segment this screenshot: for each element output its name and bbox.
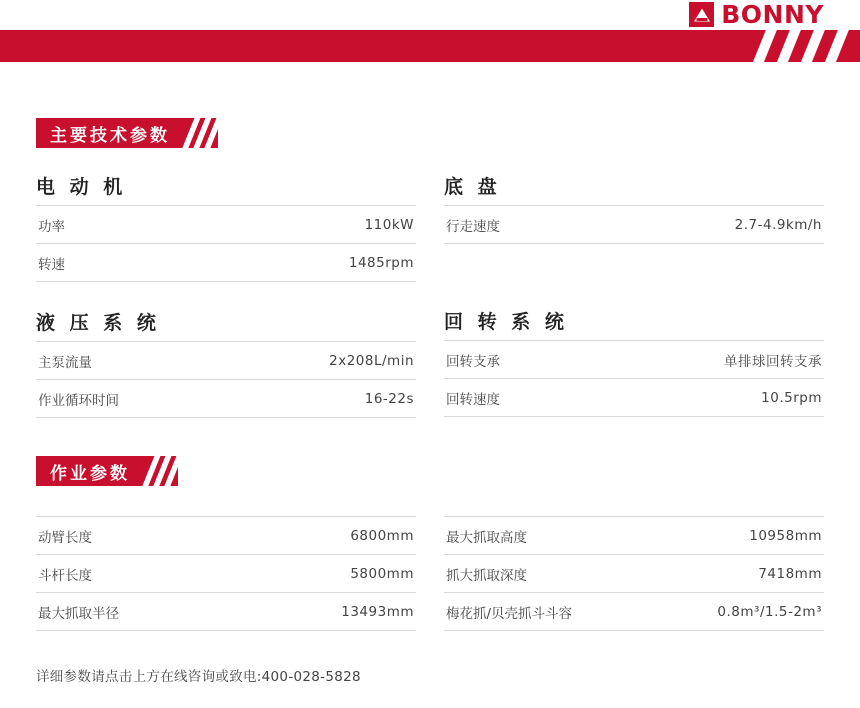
spec-value: 7418mm — [651, 555, 824, 593]
spec-label: 最大抓取高度 — [444, 517, 651, 555]
spec-value: 10958mm — [651, 517, 824, 555]
table-row — [36, 555, 416, 593]
spec-label: 抓大抓取深度 — [444, 555, 651, 593]
spec-label: 转速 — [36, 244, 154, 282]
banner-slash-decoration — [142, 456, 178, 486]
spec-value: 10.5rpm — [582, 379, 824, 417]
group-title-motor: 电 动 机 — [36, 176, 127, 198]
brand-logo — [689, 0, 824, 29]
work-specs-content — [0, 516, 860, 685]
table-row — [36, 244, 416, 282]
banner-slash-decoration — [182, 118, 218, 148]
table-row — [444, 379, 824, 417]
spec-table-work-left — [36, 516, 416, 631]
table-row — [36, 380, 416, 418]
section-banner-main-specs — [0, 118, 860, 148]
spec-label: 功率 — [36, 206, 154, 244]
header-slash-decoration — [732, 30, 842, 62]
spec-value: 2.7-4.9km/h — [592, 206, 824, 244]
spec-value: 2x208L/min — [222, 342, 416, 380]
work-specs-left-column — [36, 516, 416, 631]
section-banner-work-specs — [0, 456, 860, 486]
spec-value: 16-22s — [222, 380, 416, 418]
table-row — [36, 517, 416, 555]
table-row — [444, 206, 824, 244]
table-row — [444, 341, 824, 379]
spec-value: 5800mm — [236, 555, 416, 593]
section-title-work-specs — [36, 456, 142, 486]
spec-value: 单排球回转支承 — [582, 341, 824, 379]
page-header — [0, 0, 860, 62]
header-red-bar — [0, 30, 860, 62]
spec-value: 0.8m³/1.5-2m³ — [651, 593, 824, 631]
main-specs-right-column — [444, 172, 824, 418]
spec-label: 梅花抓/贝壳抓斗斗容 — [444, 593, 651, 631]
triangle-mark-icon — [689, 2, 714, 27]
group-title-slewing: 回 转 系 统 — [444, 311, 568, 333]
section-title-text: 作业参数 — [50, 463, 130, 484]
spec-value: 110kW — [154, 206, 416, 244]
section-title-text: 主要技术参数 — [50, 125, 170, 146]
header-top — [0, 0, 860, 30]
spec-table-hydraulic — [36, 341, 416, 418]
main-specs-content — [0, 172, 860, 418]
spec-label: 行走速度 — [444, 206, 592, 244]
table-row — [36, 593, 416, 631]
table-row — [444, 555, 824, 593]
footnote-contact: 详细参数请点击上方在线咨询或致电:400-028-5828 — [36, 669, 361, 685]
spec-value: 1485rpm — [154, 244, 416, 282]
brand-name: BONNY — [721, 0, 824, 29]
spec-table-motor — [36, 205, 416, 282]
table-row — [444, 593, 824, 631]
spec-label: 回转速度 — [444, 379, 582, 417]
spec-value: 13493mm — [236, 593, 416, 631]
spec-table-slewing — [444, 340, 824, 417]
spec-label: 最大抓取半径 — [36, 593, 236, 631]
section-title-main-specs — [36, 118, 182, 148]
spec-table-work-right — [444, 516, 824, 631]
table-row — [36, 206, 416, 244]
spec-label: 回转支承 — [444, 341, 582, 379]
main-specs-left-column — [36, 172, 416, 418]
spec-table-chassis — [444, 205, 824, 244]
table-row — [36, 342, 416, 380]
group-title-hydraulic: 液 压 系 统 — [36, 312, 160, 334]
work-specs-right-column — [444, 516, 824, 631]
spec-value: 6800mm — [236, 517, 416, 555]
spec-label: 主泵流量 — [36, 342, 222, 380]
spec-label: 动臂长度 — [36, 517, 236, 555]
group-title-chassis: 底 盘 — [444, 176, 501, 198]
spec-label: 斗杆长度 — [36, 555, 236, 593]
spec-label: 作业循环时间 — [36, 380, 222, 418]
table-row — [444, 517, 824, 555]
